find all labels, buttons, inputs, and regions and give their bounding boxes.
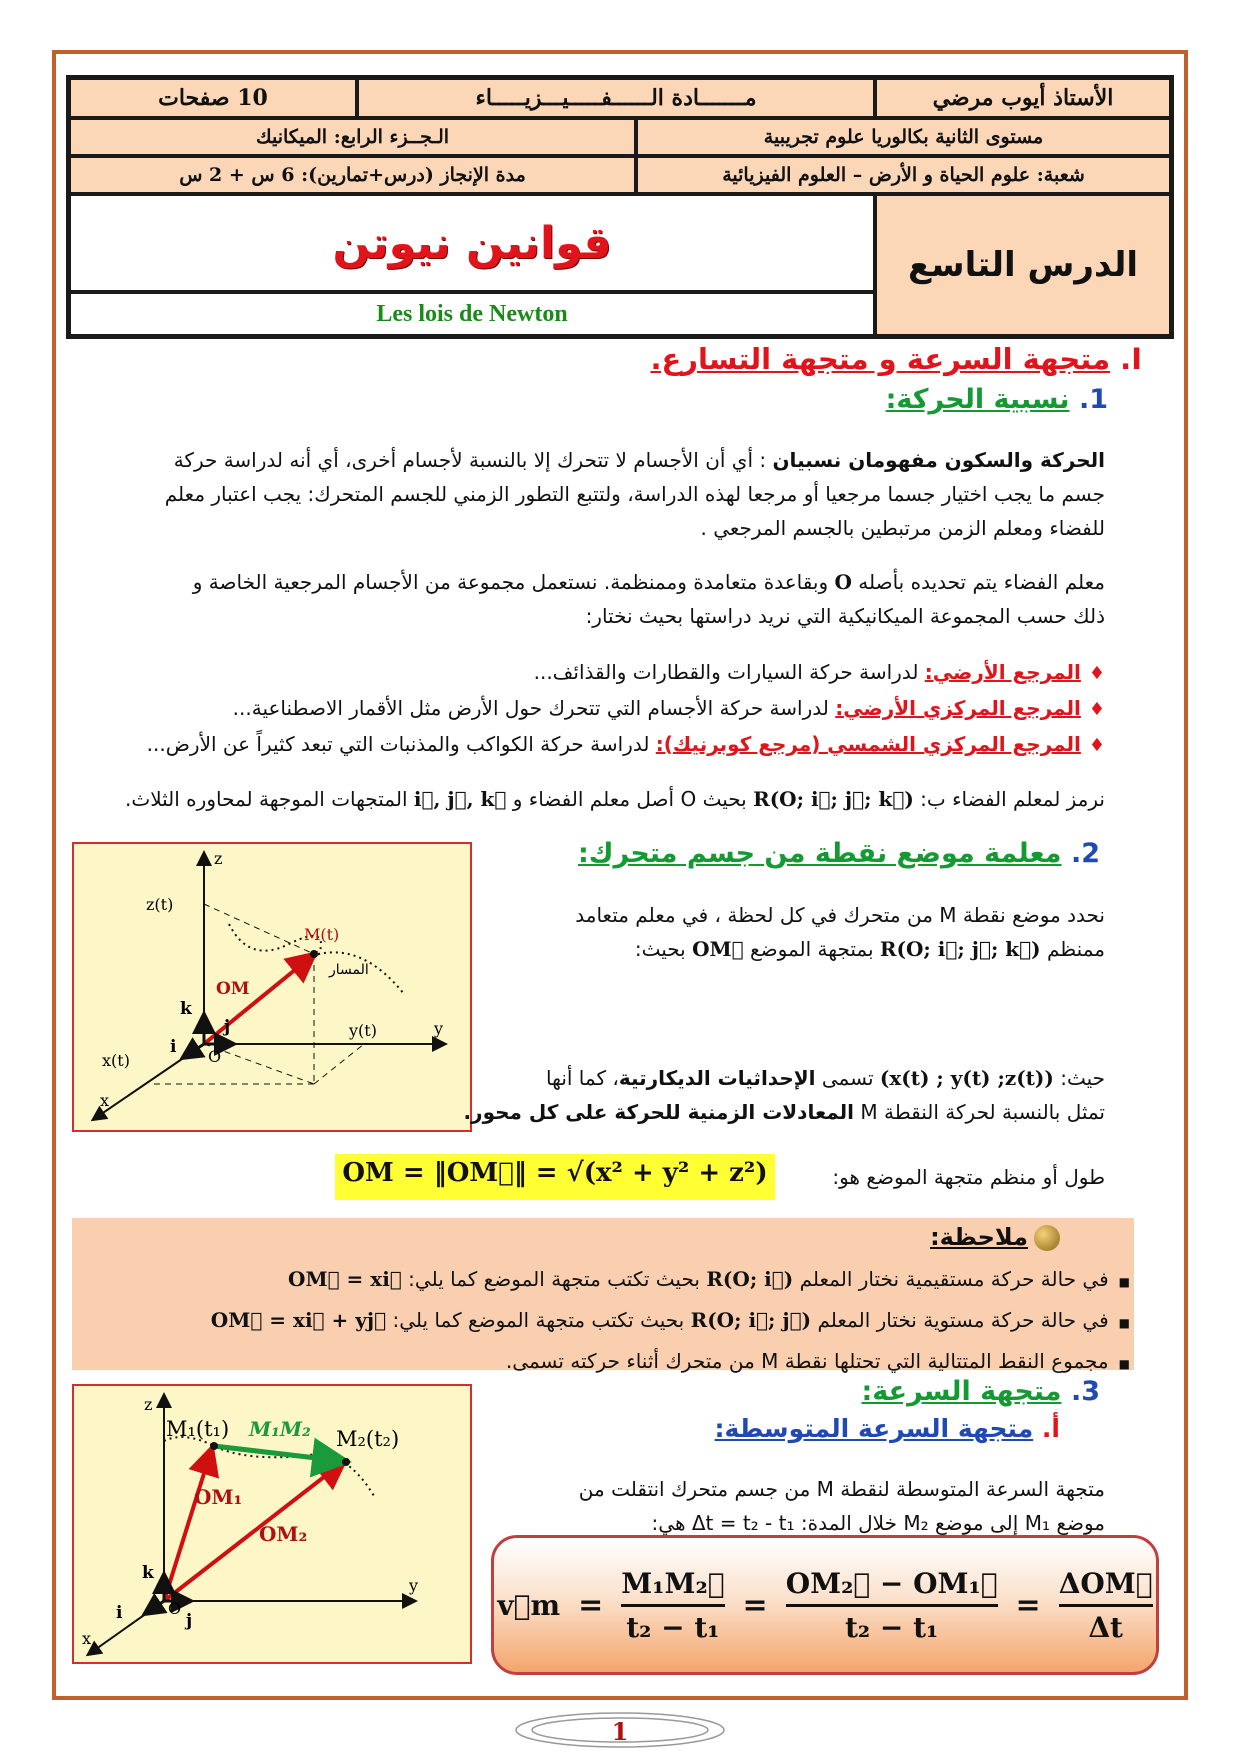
sub-1-title: نسبية الحركة: xyxy=(885,384,1070,415)
frame-symbol: R(O; i⃗; j⃗; k⃗) xyxy=(753,787,914,811)
relativity-bold: الحركة والسكون مفهومان نسبيان xyxy=(772,448,1105,472)
label-yt: y(t) xyxy=(349,1021,377,1040)
page-number: 1 xyxy=(611,1717,629,1746)
unit-vectors: i⃗, j⃗, k⃗ xyxy=(413,787,507,811)
dashed-line xyxy=(204,904,314,954)
note-text-2: بحيث تكتب متجهة الموضع كما يلي: xyxy=(392,1308,685,1332)
page-number-badge xyxy=(512,1710,728,1750)
ref-name: المرجع المركزي الشمسي (مرجع كوبرنيك): xyxy=(655,732,1081,756)
label-k: k xyxy=(142,1563,154,1583)
label-om: OM xyxy=(216,979,250,999)
branch-text: شعبة: علوم الحياة و الأرض – العلوم الفيزيائية xyxy=(722,164,1085,186)
title-fr-cell xyxy=(69,292,875,336)
coords-c: ، كما أنها xyxy=(546,1066,619,1090)
dashed-line xyxy=(314,1044,364,1084)
sub-1-heading xyxy=(886,384,1108,415)
section-1-title: متجهة السرعة و متجهة التسارع. xyxy=(650,342,1111,376)
relativity-line-1: : أي أن الأجسام لا تتحرك إلا بالنسبة لأجسام أخرى، أي أنه لدراسة حركة xyxy=(173,448,773,472)
page-number-ornament xyxy=(512,1710,728,1750)
ref-desc: لدراسة حركة الأجسام التي تتحرك حول الأرض مثل الأقمار الاصطناعية... xyxy=(232,696,836,720)
avg-velocity-line-2: موضع M₁ إلى موضع M₂ خلال المدة: Δt = t₂ - t₁ هي: xyxy=(651,1511,1105,1535)
label-m1m2: M₁M₂ xyxy=(249,1417,311,1441)
norm-label: طول أو منظم متجهة الموضع هو: xyxy=(832,1165,1105,1189)
diamond-bullet-icon: ♦ xyxy=(1088,663,1105,684)
label-y: y xyxy=(409,1576,419,1595)
note-item xyxy=(90,1260,1130,1301)
sub-2-number: 2. xyxy=(1070,838,1100,869)
space-frame-line-2: ذلك حسب المجموعة الميكانيكية التي نريد دراستها بحيث نختار: xyxy=(585,604,1105,628)
velocity-figure xyxy=(72,1384,472,1664)
frame-notation-b: بحيث O أصل معلم الفضاء و xyxy=(512,787,747,811)
position-diagram xyxy=(74,844,470,1130)
level-cell xyxy=(636,118,1171,156)
relativity-line-3: للفضاء ومعلم الزمن مرتبطين بالجسم المرجعي . xyxy=(700,516,1105,540)
label-path: المسار xyxy=(329,962,369,978)
square-bullet-icon: ■ xyxy=(1118,1357,1130,1371)
avg-velocity-paragraph xyxy=(445,1472,1105,1540)
label-mt: M(t) xyxy=(304,925,340,944)
sub-2-title: معلمة موضع نقطة من جسم متحرك: xyxy=(577,838,1062,869)
subject-name: مـــــــادة الــــــفـــــيـــزيـــــاء xyxy=(475,85,757,111)
note-item xyxy=(90,1301,1130,1342)
point-m xyxy=(310,950,318,958)
sub-3-number: 3. xyxy=(1070,1376,1100,1407)
label-y: y xyxy=(434,1019,444,1038)
frame-notation-a: نرمز لمعلم الفضاء ب: xyxy=(920,787,1105,811)
coin-icon xyxy=(1034,1225,1060,1251)
space-frame-b: وبقاعدة متعامدة وممنظمة. نستعمل مجموعة من الأجسام المرجعية الخاصة و xyxy=(192,570,829,594)
coords-b: تسمى xyxy=(821,1066,874,1090)
coords-symbol: (x(t) ; y(t) ;z(t)) xyxy=(879,1066,1054,1090)
label-zt: z(t) xyxy=(146,895,174,914)
sub-2-heading xyxy=(578,838,1100,869)
label-j: j xyxy=(186,1611,193,1631)
fraction-1-denominator: t₂ − t₁ xyxy=(626,1610,720,1644)
vm-symbol: v⃗m xyxy=(497,1588,561,1622)
part-cell xyxy=(69,118,636,156)
ref-name: المرجع المركزي الأرضي: xyxy=(835,696,1081,720)
label-x: x xyxy=(100,1091,110,1110)
pages-count: 10 صفحات xyxy=(158,85,268,111)
norm-formula: OM = ‖OM⃗‖ = √(x² + y² + z²) xyxy=(342,1158,768,1188)
note-text-2: بحيث تكتب متجهة الموضع كما يلي: xyxy=(408,1267,700,1291)
note-list xyxy=(90,1260,1130,1383)
note-symbol: R(O; i⃗) xyxy=(706,1267,794,1291)
note-symbol: R(O; i⃗; j⃗) xyxy=(690,1308,812,1332)
space-frame-a: معلم الفضاء يتم تحديده بأصله xyxy=(858,570,1105,594)
sub-3a-title: متجهة السرعة المتوسطة: xyxy=(714,1414,1034,1443)
space-frame-paragraph xyxy=(45,565,1105,633)
avg-velocity-line-1: متجهة السرعة المتوسطة لنقطة M من جسم متحرك انتقلت من xyxy=(578,1477,1105,1501)
frame-notation xyxy=(45,782,1105,816)
branch-cell xyxy=(636,156,1171,194)
reference-list xyxy=(55,655,1105,763)
ref-name: المرجع الأرضي: xyxy=(924,660,1081,684)
label-m1: M₁(t₁) xyxy=(166,1417,230,1441)
note-text: في حالة حركة مستقيمية نختار المعلم xyxy=(799,1267,1109,1291)
equals-sign: = xyxy=(742,1587,768,1623)
om-symbol: OM⃗ xyxy=(692,937,744,961)
teacher-cell xyxy=(875,78,1171,118)
label-z: z xyxy=(144,1395,153,1414)
coords-bold: الإحداثيات الديكارتية xyxy=(618,1066,816,1090)
om1-vector xyxy=(164,1451,211,1601)
reference-item-terrestrial xyxy=(55,655,1105,691)
origin-symbol: O xyxy=(834,570,852,594)
om-vector xyxy=(204,956,312,1044)
i-vector xyxy=(146,1601,164,1613)
duration-cell xyxy=(69,156,636,194)
duration-text: مدة الإنجاز (درس+تمارين): 6 س + 2 س xyxy=(179,164,526,186)
pages-cell xyxy=(69,78,357,118)
note-heading xyxy=(930,1220,1060,1254)
position-c: بحيث: xyxy=(634,937,686,961)
avg-velocity-formula xyxy=(494,1538,1156,1672)
label-x: x xyxy=(82,1629,92,1648)
lesson-label: الدرس التاسع xyxy=(907,245,1139,285)
equals-sign: = xyxy=(1015,1587,1041,1623)
coords-line-2: تمثل بالنسبة لحركة النقطة M xyxy=(860,1100,1105,1124)
note-equation: OM⃗ = xi⃗ xyxy=(288,1267,402,1291)
square-bullet-icon: ■ xyxy=(1118,1316,1130,1330)
coords-line-2-bold: المعادلات الزمنية للحركة على كل محور. xyxy=(463,1100,855,1124)
fraction-3-denominator: Δt xyxy=(1088,1610,1123,1644)
part-text: الـجــزء الرابع: الميكانيك xyxy=(255,126,450,148)
title-ar-cell xyxy=(69,194,875,292)
position-b: بمتجهة الموضع xyxy=(750,937,874,961)
label-xt: x(t) xyxy=(102,1051,130,1070)
diamond-bullet-icon: ♦ xyxy=(1088,735,1105,756)
ref-desc: لدراسة حركة الكواكب والمذنبات التي تبعد كثيراً عن الأرض... xyxy=(146,732,656,756)
frame-notation-c: المتجهات الموجهة لمحاوره الثلاث. xyxy=(125,787,408,811)
lesson-cell xyxy=(875,194,1171,336)
fraction-2-denominator: t₂ − t₁ xyxy=(844,1610,939,1644)
label-o: O xyxy=(168,1599,182,1618)
label-om2: OM₂ xyxy=(259,1522,308,1546)
subject-cell xyxy=(357,78,875,118)
sub-3-heading xyxy=(861,1376,1100,1407)
note-equation: OM⃗ = xi⃗ + yj⃗ xyxy=(210,1308,387,1332)
fraction-2 xyxy=(786,1567,998,1644)
avg-velocity-formula-box xyxy=(491,1535,1159,1675)
relativity-paragraph xyxy=(75,443,1105,545)
fraction-bar xyxy=(621,1604,724,1607)
teacher-name: الأستاذ أيوب مرضي xyxy=(932,85,1114,111)
label-m2: M₂(t₂) xyxy=(336,1427,400,1451)
section-1-heading xyxy=(650,342,1142,376)
reference-item-geocentric xyxy=(55,691,1105,727)
fraction-3 xyxy=(1059,1567,1153,1644)
position-frame-symbol: R(O; i⃗; j⃗; k⃗) xyxy=(879,937,1041,961)
diamond-bullet-icon: ♦ xyxy=(1088,699,1105,720)
ref-desc: لدراسة حركة السيارات والقطارات والقذائف... xyxy=(533,660,925,684)
label-i: i xyxy=(170,1037,177,1057)
fraction-bar xyxy=(1059,1604,1153,1607)
label-i: i xyxy=(116,1603,123,1623)
note-text: مجموع النقط المتتالية التي تحتلها نقطة M من متحرك أثناء حركته تسمى. xyxy=(505,1349,1109,1373)
velocity-diagram xyxy=(74,1386,470,1662)
label-om1: OM₁ xyxy=(194,1485,243,1509)
level-text: مستوى الثانية بكالوريا علوم تجريبية xyxy=(763,126,1044,148)
square-bullet-icon: ■ xyxy=(1118,1275,1130,1289)
relativity-line-2: جسم ما يجب اختيار جسما مرجعيا أو مرجعا لهذه الدراسة، ولتتبع التطور الزمني للجسم المتحرك: يجب اعتبار معلم xyxy=(164,482,1105,506)
fraction-bar xyxy=(786,1604,998,1607)
label-j: j xyxy=(224,1017,231,1037)
point-m2 xyxy=(342,1458,350,1466)
reference-item-heliocentric xyxy=(55,727,1105,763)
label-z: z xyxy=(214,849,223,868)
sub-1-number: 1. xyxy=(1078,384,1108,415)
equals-sign: = xyxy=(578,1587,604,1623)
position-line-1: نحدد موضع نقطة M من متحرك في كل لحظة ، في معلم متعامد xyxy=(575,903,1105,927)
title-arabic: قوانين نيوتن xyxy=(332,217,612,269)
fraction-3-numerator: ΔOM⃗ xyxy=(1058,1566,1153,1600)
sub-3a-number: أ. xyxy=(1041,1414,1060,1443)
coordinates-paragraph xyxy=(445,1061,1105,1129)
coords-a: حيث: xyxy=(1060,1066,1105,1090)
fraction-1-numerator: M₁M₂⃗ xyxy=(621,1566,725,1600)
header-table xyxy=(66,75,1174,339)
fraction-2-numerator: OM₂⃗ − OM₁⃗ xyxy=(785,1566,998,1600)
position-a: ممنظم xyxy=(1046,937,1105,961)
note-text: في حالة حركة مستوية نختار المعلم xyxy=(817,1308,1109,1332)
i-vector xyxy=(184,1044,204,1057)
point-m1 xyxy=(210,1442,218,1450)
fraction-1 xyxy=(621,1567,724,1644)
om2-vector xyxy=(164,1463,342,1601)
sub-3-title: متجهة السرعة: xyxy=(861,1376,1062,1407)
label-k: k xyxy=(180,999,192,1019)
label-o: O xyxy=(208,1047,222,1066)
sub-3a-heading xyxy=(715,1414,1060,1443)
title-french: Les lois de Newton xyxy=(376,300,568,327)
note-title: ملاحظة: xyxy=(930,1223,1028,1251)
position-paragraph xyxy=(445,898,1105,966)
position-figure xyxy=(72,842,472,1132)
section-1-number: I. xyxy=(1120,342,1142,376)
